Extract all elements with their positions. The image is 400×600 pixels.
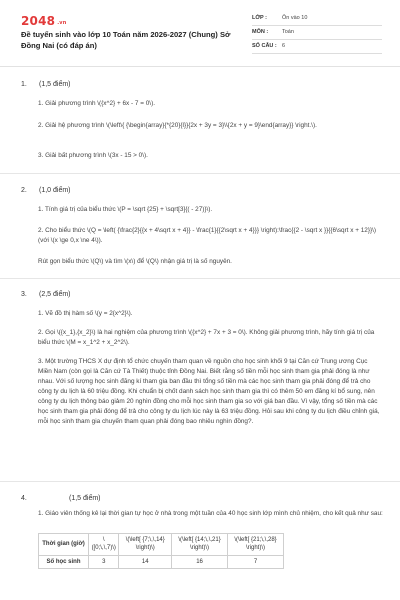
question-number: 1.: [21, 81, 27, 88]
meta-label: LỚP :: [252, 14, 267, 21]
question-item: 1. Giải phương trình \({x^2} + 6x - 7 = 0\).: [38, 100, 155, 107]
question-item: 3. Giải bất phương trình \(3x - 15 > 0\).: [38, 152, 148, 159]
table-cell: \(\left[ {21;\,\,28} \right)\): [228, 534, 284, 556]
question-points: (1,5 điểm): [69, 495, 101, 502]
question-number: 4.: [21, 495, 27, 502]
table-cell: \([0;\,\,7)\): [89, 534, 119, 556]
question-item: 2. Cho biểu thức \(Q = \left( {\frac{2}{{x + 4\sqrt x + 4}} - \frac{1}{{2\sqrt x + 4}}} \right):\frac{{2 - \sqrt x }}{{6\sqrt x + 12}}\) (với \(x \ge 0,x \ne 4\)).: [38, 227, 377, 244]
table-row: [39, 555, 284, 568]
question-item: 1. Vẽ đồ thị hàm số \(y = 2{x^2}\).: [38, 310, 133, 317]
meta-value: Toán: [282, 28, 294, 35]
meta-row-subject: [252, 26, 382, 40]
question-number: 2.: [21, 187, 27, 194]
table-row: [39, 534, 284, 556]
question-header: [21, 186, 71, 195]
question-points: (1,5 điểm): [39, 81, 71, 88]
meta-label: SỐ CÂU :: [252, 42, 277, 49]
meta-label: MÔN :: [252, 28, 269, 35]
question-item: 2. Giải hệ phương trình \(\left\{ {\begin{array}{*{20}{l}}{2x + 3y = 3}\\{2x + y = 9}\end{array}} \right.\).: [38, 122, 317, 129]
question-points: (2,5 điểm): [39, 291, 71, 298]
table-header-cell: Số học sinh: [39, 555, 89, 568]
table-cell: \(\left[ {7;\,\,14} \right)\): [119, 534, 172, 556]
question-item: Rút gọn biểu thức \(Q\) và tìm \(x\) để \(Q\) nhận giá trị là số nguyên.: [38, 258, 232, 265]
question-number: 3.: [21, 291, 27, 298]
question-item: 2. Gọi \({x_1},{x_2}\) là hai nghiệm của phương trình \({x^2} + 7x + 3 = 0\). Không giải phương trình, hãy tính giá trị của biểu thức \(M = x_1^2 + x_2^2\).: [38, 329, 375, 346]
exam-meta: [252, 12, 382, 54]
study-time-table: [38, 533, 284, 569]
question-item: 1. Tính giá trị của biểu thức \(P = \sqrt {25} + \sqrt[3]{( - 27)}\).: [38, 206, 213, 213]
question-item: 1. Giáo viên thống kê lại thời gian tự học ở nhà trong một tuần của 40 học sinh lớp mình chủ nhiệm, cho kết quả như sau:: [38, 510, 383, 517]
table-cell: 14: [119, 555, 172, 568]
question-header: [21, 494, 101, 503]
question-item: 3. Một trường THCS X dự định tổ chức chuyến tham quan về nguồn cho học sinh khối 9 tại Căn cứ Trung ương Cục Miền Nam (còn gọi là Căn cứ Tà Thiết) thuộc tỉnh Đồng Nai. Biết rằng số tiền mỗi học sinh tham gia phải đóng là như nhau. Với số lượng học sinh đăng kí tham gia ban đầu thì tổng số tiền mà các học sinh tham gia phải đóng để trả cho công ty du lịch là 60 triệu đồng. Khi chuẩn bị chốt danh sách học sinh tham gia thì có thêm 50 em đăng kí bổ sung, nên công ty du lịch thông báo giảm 20 nghìn đồng cho mỗi học sinh tham gia so với giá ban đầu. Vì vậy, tổng số tiền mà các học sinh tham gia phải đóng để trả cho công ty du lịch lúc này là 63 triệu đồng. Hỏi sau khi công ty du lịch điều chỉnh giá, mỗi học sinh tham gia chuyến tham quan phải đóng bao nhiêu nghìn đồng?.: [38, 358, 380, 425]
table-cell: 7: [228, 555, 284, 568]
meta-row-count: [252, 40, 382, 54]
question-points: (1,0 điểm): [39, 187, 71, 194]
table-cell: \(\left[ {14;\,\,21} \right)\): [172, 534, 228, 556]
page-title: Đề tuyển sinh vào lớp 10 Toán năm 2026-2027 (Chung) Sở Đồng Nai (có đáp án): [21, 30, 231, 50]
table-cell: 16: [172, 555, 228, 568]
page-header: [0, 0, 400, 68]
question-header: [21, 80, 71, 89]
meta-value: Ôn vào 10: [282, 14, 308, 21]
table-cell: 3: [89, 555, 119, 568]
meta-row-class: [252, 12, 382, 26]
site-logo[interactable]: 2048 .vn: [21, 14, 67, 28]
meta-value: 6: [282, 42, 286, 49]
question-header: [21, 290, 71, 299]
table-header-cell: Thời gian (giờ): [39, 534, 89, 556]
